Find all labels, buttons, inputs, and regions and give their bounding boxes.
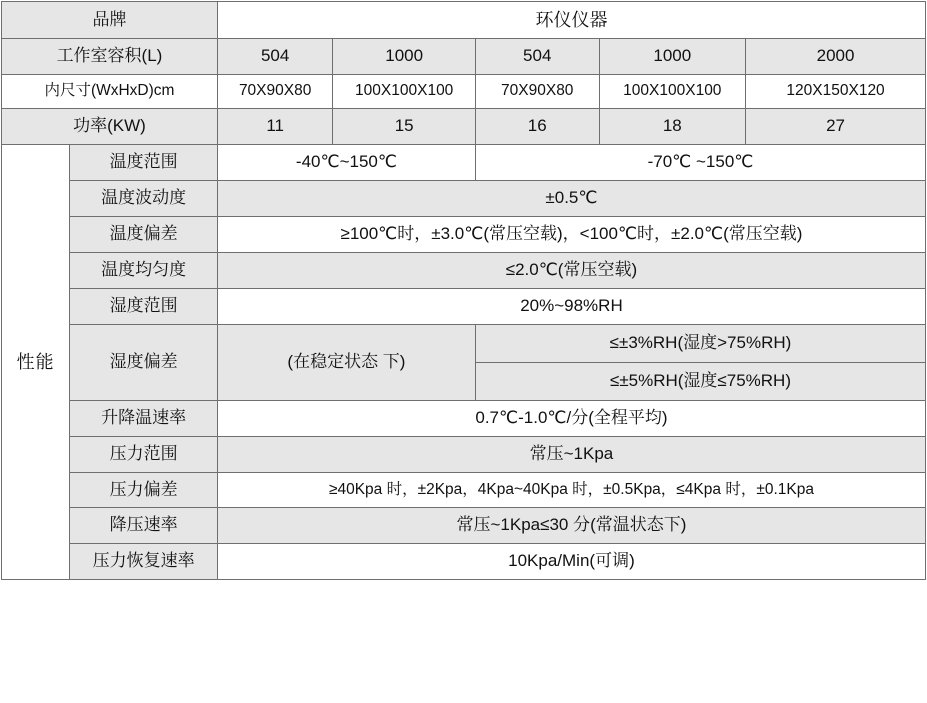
- volume-value-2: 1000: [333, 39, 476, 75]
- table-row-depressurization-rate: [2, 508, 926, 544]
- table-row-inner-size: [2, 75, 926, 109]
- inner-size-value-5: 120X150X120: [746, 75, 926, 109]
- table-row-temperature-uniformity: [2, 252, 926, 288]
- temperature-range-value-2: -70℃ ~150℃: [475, 145, 925, 181]
- humidity-range-value: 20%~98%RH: [217, 288, 925, 324]
- volume-value-3: 504: [475, 39, 599, 75]
- humidity-deviation-value-1: ≤±3%RH(湿度>75%RH): [609, 332, 792, 352]
- table-row-temperature-fluctuation: [2, 181, 926, 217]
- table-row-volume: [2, 39, 926, 75]
- pressure-recovery-rate-value: 10Kpa/Min(可调): [217, 544, 925, 580]
- humidity-deviation-values: [475, 324, 925, 400]
- table-row-humidity-deviation: [2, 324, 926, 400]
- pressure-range-value: 常压~1Kpa: [217, 436, 925, 472]
- temperature-change-rate-value: 0.7℃-1.0℃/分(全程平均): [217, 400, 925, 436]
- table-row-power: [2, 109, 926, 145]
- row-label-pressure-deviation: 压力偏差: [70, 472, 218, 508]
- temperature-deviation-value: ≥100℃时，±3.0℃(常压空载)，<100℃时，±2.0℃(常压空载): [217, 216, 925, 252]
- power-value-1: 11: [217, 109, 332, 145]
- inner-size-label: 内尺寸(WxHxD)cm: [2, 75, 218, 109]
- volume-value-5: 2000: [746, 39, 926, 75]
- row-label-temperature-range: 温度范围: [70, 145, 218, 181]
- depressurization-rate-value: 常压~1Kpa≤30 分(常温状态下): [217, 508, 925, 544]
- inner-size-value-2: 100X100X100: [333, 75, 476, 109]
- humidity-deviation-condition: (在稳定状态 下): [217, 324, 475, 400]
- row-label-temperature-change-rate: 升降温速率: [70, 400, 218, 436]
- specification-table: [1, 1, 926, 580]
- row-label-depressurization-rate: 降压速率: [70, 508, 218, 544]
- inner-size-value-3: 70X90X80: [475, 75, 599, 109]
- power-value-5: 27: [746, 109, 926, 145]
- volume-value-4: 1000: [599, 39, 746, 75]
- row-label-pressure-range: 压力范围: [70, 436, 218, 472]
- brand-label: 品牌: [2, 2, 218, 39]
- temperature-uniformity-value: ≤2.0℃(常压空载): [217, 252, 925, 288]
- power-value-4: 18: [599, 109, 746, 145]
- table-row-temperature-range: [2, 145, 926, 181]
- power-value-3: 16: [475, 109, 599, 145]
- temperature-range-value-1: -40℃~150℃: [217, 145, 475, 181]
- table-row-brand: [2, 2, 926, 39]
- power-value-2: 15: [333, 109, 476, 145]
- table-row-humidity-range: [2, 288, 926, 324]
- power-label: 功率(KW): [2, 109, 218, 145]
- row-label-humidity-deviation: 湿度偏差: [70, 324, 218, 400]
- row-label-temperature-deviation: 温度偏差: [70, 216, 218, 252]
- row-label-humidity-range: 湿度范围: [70, 288, 218, 324]
- inner-size-value-1: 70X90X80: [217, 75, 332, 109]
- table-row-temperature-deviation: [2, 216, 926, 252]
- brand-value: 环仪仪器: [217, 2, 925, 39]
- performance-label: 性能: [2, 145, 70, 580]
- humidity-deviation-value-2: ≤±5%RH(湿度≤75%RH): [476, 362, 925, 400]
- pressure-deviation-value: ≥40Kpa 时，±2Kpa，4Kpa~40Kpa 时，±0.5Kpa，≤4Kpa 时，±0.1Kpa: [217, 472, 925, 508]
- table-row-pressure-deviation: [2, 472, 926, 508]
- table-row-pressure-recovery-rate: [2, 544, 926, 580]
- row-label-temperature-fluctuation: 温度波动度: [70, 181, 218, 217]
- inner-size-value-4: 100X100X100: [599, 75, 746, 109]
- temperature-fluctuation-value: ±0.5℃: [217, 181, 925, 217]
- table-row-pressure-range: [2, 436, 926, 472]
- row-label-pressure-recovery-rate: 压力恢复速率: [70, 544, 218, 580]
- table-row-temperature-change-rate: [2, 400, 926, 436]
- row-label-temperature-uniformity: 温度均匀度: [70, 252, 218, 288]
- volume-label: 工作室容积(L): [2, 39, 218, 75]
- volume-value-1: 504: [217, 39, 332, 75]
